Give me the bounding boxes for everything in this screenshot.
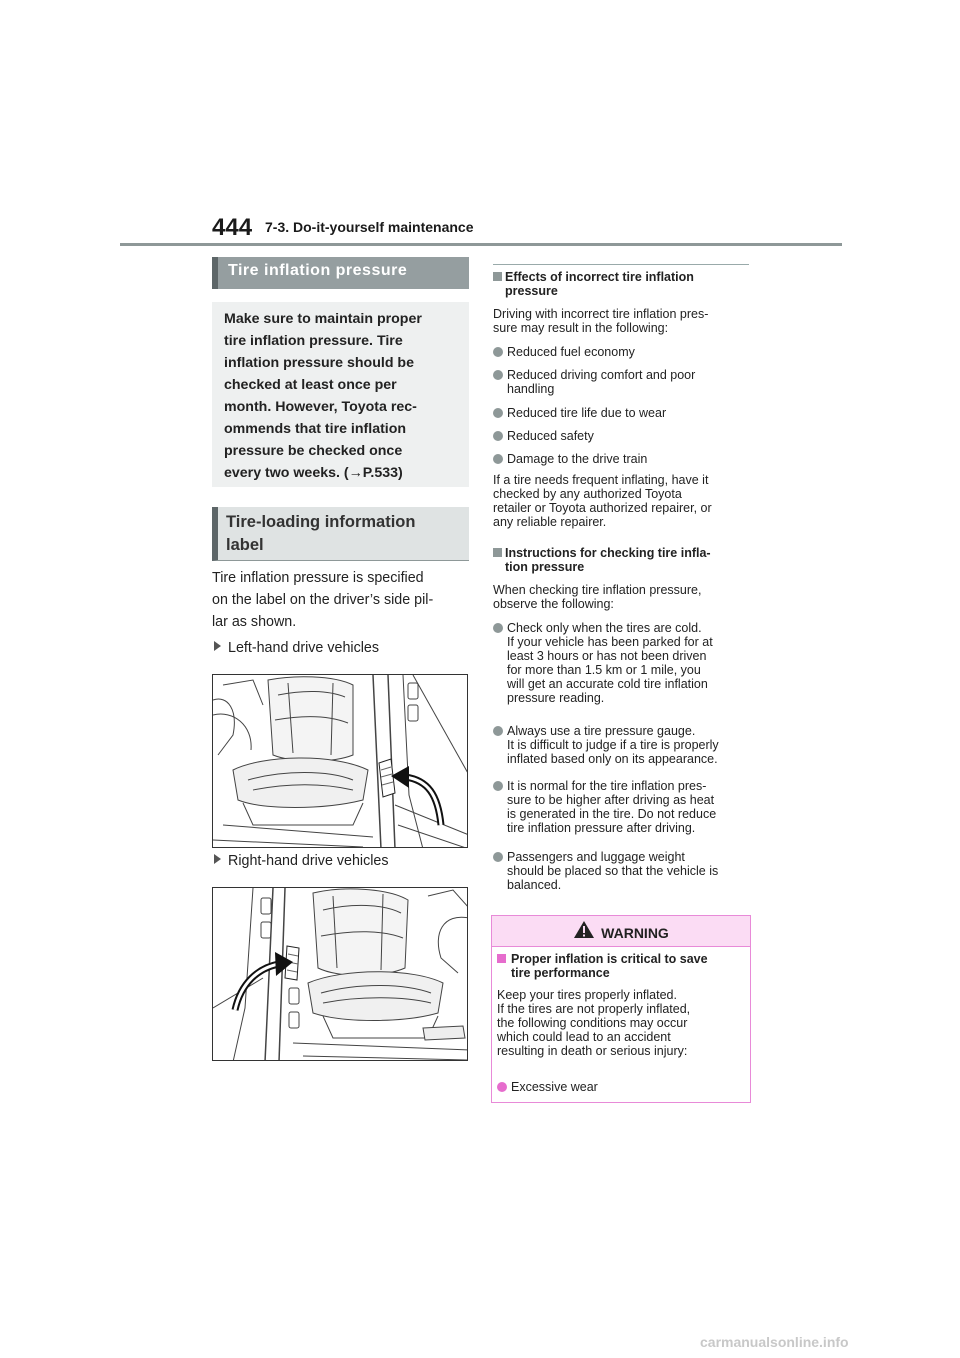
intro-box [212, 302, 469, 487]
text-line: any reliable repairer. [493, 515, 607, 529]
subheading-line: Proper inflation is critical to save [511, 952, 708, 966]
bullet-check-cold [493, 621, 751, 705]
bullet-line: least 3 hours or has not been driven [507, 649, 707, 663]
bullet-pressure-gauge [493, 724, 751, 766]
bullet-line: handling [507, 382, 555, 396]
triangle-arrow-icon [214, 641, 221, 651]
text-line: resulting in death or serious injury: [497, 1044, 688, 1058]
text-line: When checking tire inflation pressure, [493, 583, 702, 597]
square-bullet-icon [493, 548, 502, 557]
intro-line: Make sure to maintain proper [224, 311, 422, 327]
bullet-line: sure to be higher after driving as heat [507, 793, 715, 807]
round-bullet-icon [493, 347, 503, 357]
seat-pillar-illustration [213, 888, 468, 1061]
subheading-line: Instructions for checking tire infla- [505, 546, 711, 560]
warning-triangle-icon [573, 920, 595, 944]
bullet-line: for more than 1.5 km or 1 mile, you [507, 663, 701, 677]
bullet-tire-life [493, 406, 751, 420]
round-bullet-icon [493, 781, 503, 791]
bullet-line: Check only when the tires are cold. [507, 621, 702, 635]
intro-line: pressure be checked once [224, 443, 403, 459]
figure-lhd-pillar-label [212, 674, 468, 848]
running-head: 7-3. Do-it-yourself maintenance [265, 219, 474, 235]
warning-box [491, 915, 751, 1103]
square-bullet-icon [497, 954, 506, 963]
square-bullet-icon [493, 272, 502, 281]
bullet-drive-train [493, 452, 751, 466]
text-line: checked by any authorized Toyota [493, 487, 682, 501]
bullet-line: pressure reading. [507, 691, 605, 705]
bullet-line: inflated based only on its appearance. [507, 752, 718, 766]
bullet-line: Reduced driving comfort and poor [507, 368, 696, 382]
intro-line: checked at least once per [224, 377, 397, 393]
warning-title-bar [492, 916, 750, 947]
bullet-line: Reduced tire life due to wear [507, 406, 667, 420]
subheading-line: tire performance [511, 966, 610, 980]
watermark: carmanualsonline.info [700, 1334, 849, 1350]
text-line: the following conditions may occur [497, 1016, 688, 1030]
triangle-arrow-icon [214, 854, 221, 864]
section-heading-text [226, 511, 466, 557]
para-line: Tire inflation pressure is specified [212, 570, 424, 586]
subheading-checking-instructions [493, 546, 751, 574]
bullet-line: should be placed so that the vehicle is [507, 864, 719, 878]
intro-line: ommends that tire inflation [224, 421, 407, 437]
bullet-line: Reduced fuel economy [507, 345, 635, 359]
section-heading-tire-loading-label [212, 507, 469, 561]
section-heading-text: Tire inflation pressure [228, 262, 408, 279]
text-line: retailer or Toyota authorized repairer, or [493, 501, 712, 515]
warning-subheading [497, 952, 747, 980]
text-line: Driving with incorrect tire inflation pres- [493, 307, 709, 321]
round-bullet-icon [493, 370, 503, 380]
round-bullet-icon [493, 454, 503, 464]
para-line: on the label on the driver’s side pil- [212, 592, 434, 608]
text-line: observe the following: [493, 597, 614, 611]
bullet-line: Damage to the drive train [507, 452, 648, 466]
text-line: If a tire needs frequent inflating, have it [493, 473, 709, 487]
arrow-item-label: Right-hand drive vehicles [228, 853, 389, 869]
checking-intro-text [493, 583, 751, 611]
bullet-higher-after-driving [493, 779, 751, 835]
page-number: 444 [212, 214, 253, 241]
arrow-item-label: Left-hand drive vehicles [228, 640, 379, 656]
round-bullet-icon [493, 408, 503, 418]
round-bullet-icon [493, 623, 503, 633]
section-heading-line: label [226, 536, 264, 554]
bullet-line: Always use a tire pressure gauge. [507, 724, 696, 738]
bullet-line: It is difficult to judge if a tire is properly [507, 738, 719, 752]
round-bullet-icon [493, 726, 503, 736]
bullet-line: Passengers and luggage weight [507, 850, 685, 864]
bullet-line: Excessive wear [511, 1080, 598, 1094]
warning-title: WARNING [601, 925, 669, 941]
subheading-line: Effects of incorrect tire inflation [505, 270, 694, 284]
bullet-line: is generated in the tire. Do not reduce [507, 807, 717, 821]
text-line: which could lead to an accident [497, 1030, 671, 1044]
round-bullet-icon [497, 1082, 507, 1092]
arrow-item-lhd [214, 640, 379, 656]
arrow-item-rhd [214, 853, 389, 869]
bullet-safety [493, 429, 751, 443]
warning-bullet-excessive-wear [497, 1080, 747, 1094]
effects-intro-text [493, 307, 751, 335]
text-line: sure may result in the following: [493, 321, 669, 335]
section-heading-tire-inflation [212, 257, 469, 289]
bullet-line: Reduced safety [507, 429, 594, 443]
column-top-rule [493, 264, 749, 265]
subheading-effects-incorrect-pressure [493, 270, 751, 298]
bullet-line: tire inflation pressure after driving. [507, 821, 696, 835]
bullet-line: balanced. [507, 878, 562, 892]
text-line: If the tires are not properly inflated, [497, 1002, 691, 1016]
intro-line: month. However, Toyota rec- [224, 399, 417, 415]
frequent-inflating-text [493, 473, 751, 529]
subheading-line: pressure [505, 284, 558, 298]
warning-text [497, 988, 747, 1058]
section-heading-line: Tire-loading information [226, 513, 416, 531]
para-line: lar as shown. [212, 614, 297, 630]
intro-line-page-ref[interactable]: every two weeks. (→P.533) [224, 465, 403, 481]
text-line: Keep your tires properly inflated. [497, 988, 677, 1002]
seat-pillar-illustration [213, 675, 468, 848]
bullet-line: It is normal for the tire inflation pres- [507, 779, 707, 793]
round-bullet-icon [493, 431, 503, 441]
subheading-line: tion pressure [505, 560, 585, 574]
bullet-passengers-luggage [493, 850, 751, 892]
round-bullet-icon [493, 852, 503, 862]
figure-rhd-pillar-label [212, 887, 468, 1061]
label-location-paragraph [212, 567, 470, 633]
bullet-driving-comfort [493, 368, 751, 396]
bullet-line: will get an accurate cold tire inflation [507, 677, 708, 691]
intro-line: tire inflation pressure. Tire [224, 333, 403, 349]
bullet-fuel-economy [493, 345, 751, 359]
bullet-line: If your vehicle has been parked for at [507, 635, 713, 649]
intro-line: inflation pressure should be [224, 355, 414, 371]
header-rule [120, 243, 842, 246]
